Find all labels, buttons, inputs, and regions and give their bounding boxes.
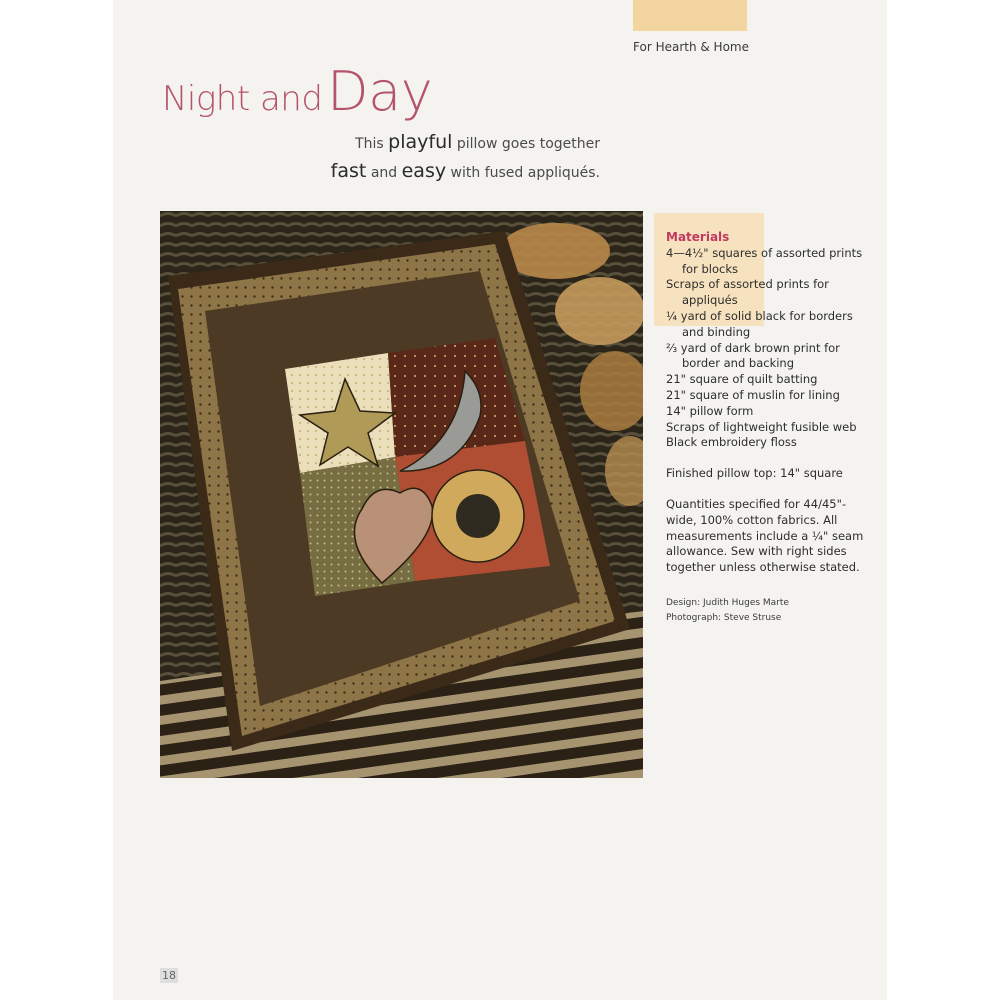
list-item: Scraps of assorted prints for appliqués bbox=[666, 277, 829, 308]
list-item: ⅔ yard of dark brown print for border and backing bbox=[666, 340, 840, 371]
section-tab bbox=[633, 0, 747, 31]
list-item: 14" pillow form bbox=[666, 403, 754, 418]
credits bbox=[666, 596, 789, 626]
design-credit: Design: Judith Huges Marte bbox=[666, 598, 789, 608]
fabric-notes: Quantities specified for 44/45"-wide, 100% cotton fabrics. All measurements include a ¼" seam allowance. Sew with right sides together unless otherwise stated. bbox=[666, 496, 864, 575]
list-item: ¼ yard of solid black for borders and binding bbox=[666, 308, 853, 339]
section-label: For Hearth & Home bbox=[633, 40, 749, 54]
materials-list bbox=[666, 230, 866, 576]
list-item: Scraps of lightweight fusible web bbox=[666, 419, 857, 434]
title-part1: Night and bbox=[162, 79, 323, 119]
page-edge bbox=[887, 0, 1000, 1000]
materials-heading: Materials bbox=[666, 230, 730, 244]
finished-size: Finished pillow top: 14" square bbox=[666, 466, 843, 481]
pillow-illustration bbox=[160, 211, 643, 778]
list-item: 4—4½" squares of assorted prints for blocks bbox=[666, 245, 863, 276]
photo-credit: Photograph: Steve Struse bbox=[666, 613, 782, 623]
page-number: 18 bbox=[162, 969, 176, 982]
subtitle-line1: This playful pillow goes together bbox=[355, 131, 600, 153]
pillow-photo bbox=[160, 211, 643, 778]
title-part2: Day bbox=[327, 60, 433, 123]
list-item: 21" square of muslin for lining bbox=[666, 387, 840, 402]
subtitle-line2: fast and easy with fused appliqués. bbox=[330, 160, 600, 182]
page-title bbox=[162, 60, 432, 123]
list-item: 21" square of quilt batting bbox=[666, 372, 818, 387]
list-item: Black embroidery floss bbox=[666, 435, 797, 450]
